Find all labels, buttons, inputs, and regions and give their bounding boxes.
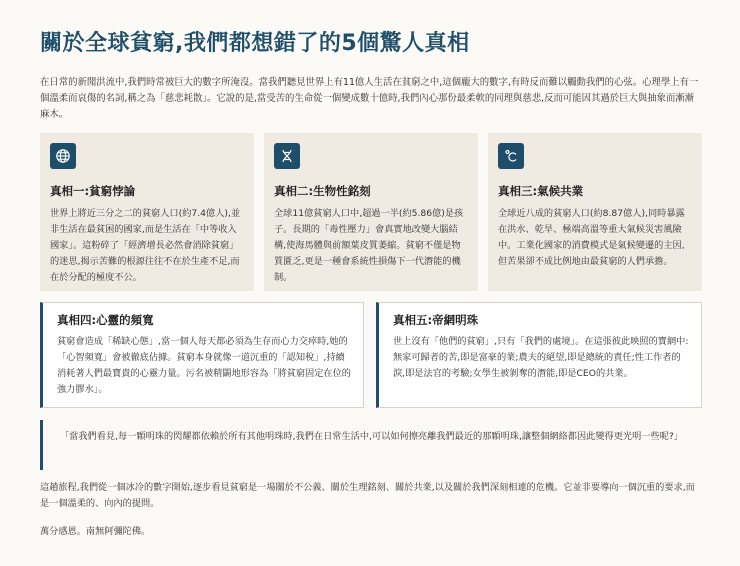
card-title: 真相二:生物性銘刻 bbox=[274, 184, 371, 198]
card-text: 全球近八成的貧窮人口(約8.87億人),同時暴露在洪水、乾旱、極端高溫等重大氣候災害風險中。工業化國家的消費模式是氣候變遷的主因,但苦果卻不成比例地由最貧窮的人們承擔。 bbox=[498, 208, 685, 267]
temperature-icon bbox=[498, 143, 524, 169]
card-text: 全球11億貧窮人口中,超過一半(約5.86億)是孩子。長期的「毒性壓力」會真實地改變大腦結構,使海馬體與前額葉皮質萎縮。貧窮不僅是物質匱乏,更是一種會系統性損傷下一代潛能的機制。 bbox=[274, 208, 464, 283]
closing-paragraph: 這趟旅程,我們從一個冰冷的數字開始,逐步看見貧窮是一場關於不公義、關於生理銘刻、關於共業,以及關於我們深刻相連的危機。它並非要導向一個沉重的要求,而是一個溫柔的、向內的提問。 bbox=[40, 482, 695, 509]
box-title: 真相五:帝網明珠 bbox=[393, 313, 479, 327]
truth-card-2 bbox=[264, 133, 478, 291]
box-text: 世上沒有「他們的貧窮」,只有「我們的處境」。在這張彼此映照的寶網中:無家可歸者的苦,即是富豪的業;農夫的絕望,即是總統的責任;性工作者的淚,即是法官的考驗;女學生被剝奪的潛能,即是CEO的共業。 bbox=[393, 336, 689, 379]
box-text: 貧窮會造成「稀缺心態」,當一個人每天都必須為生存而心力交瘁時,她的「心智頻寬」會被徹底佔據。貧窮本身就像一道沉重的「認知稅」,持續消耗著人們最寶貴的心靈力量。污名被精闢地形容為「將貧窮固定在位的強力膠水」。 bbox=[57, 336, 351, 395]
box-title: 真相四:心靈的頻寬 bbox=[57, 313, 154, 327]
truth-box-4 bbox=[40, 302, 364, 408]
truth-card-3 bbox=[488, 133, 702, 291]
card-title: 真相一:貧窮悖論 bbox=[50, 184, 136, 198]
thanks-line: 萬分感恩。南無阿彌陀佛。 bbox=[40, 526, 151, 537]
dna-icon bbox=[274, 143, 300, 169]
globe-icon bbox=[50, 143, 76, 169]
card-text: 世界上將近三分之二的貧窮人口(約7.4億人),並非生活在最貧困的國家,而是生活在「中等收入國家」。這粉碎了「經濟增長必然會消除貧窮」的迷思,揭示苦難的根源往往不在於生產不足,而在於分配的極度不公。 bbox=[50, 208, 241, 283]
truth-card-1 bbox=[40, 133, 254, 291]
page-title: 關於全球貧窮,我們都想錯了的5個驚人真相 bbox=[40, 31, 470, 56]
truth-box-5 bbox=[376, 302, 702, 408]
quote-block: 「當我們看見,每一顆明珠的閃耀都依賴於所有其他明珠時,我們在日常生活中,可以如何擦亮離我們最近的那顆明珠,讓整個網絡都因此變得更光明一些呢?」 bbox=[40, 420, 702, 470]
intro-paragraph: 在日常的新聞洪流中,我們時常被巨大的數字所淹沒。當我們聽見世界上有11億人生活在貧窮之中,這個龐大的數字,有時反而難以觸動我們的心弦。心理學上有一個溫柔而哀傷的名詞,稱之為「慈悲耗散」。它說的是,當受苦的生命從一個變成數十億時,我們內心那份最柔軟的同理與慈悲,反而可能因其過於巨大與抽象而漸漸麻木。 bbox=[40, 77, 699, 120]
card-title: 真相三:氣候共業 bbox=[498, 184, 584, 198]
